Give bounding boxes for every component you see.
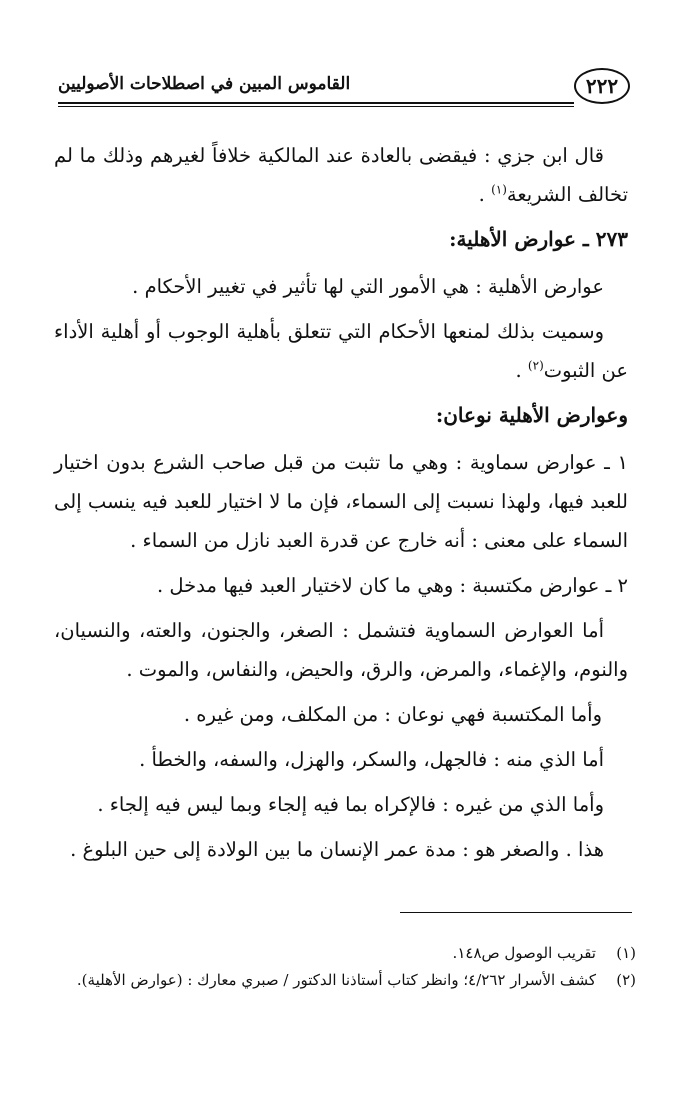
footnote-separator [400, 912, 632, 913]
footnote-1 [54, 940, 636, 967]
page-number: ٢٢٢ [585, 74, 619, 98]
paragraph-heavenly-list: أما العوارض السماوية فتشمل : الصغر، والجنون، والعته، والنسيان، والنوم، والإغماء، والمرض، والرق، والحيض، والنفاس، والموت . [54, 619, 628, 681]
footnotes [54, 940, 636, 994]
subsection-heading: وعوارض الأهلية نوعان: [435, 403, 628, 427]
list-item-acquired: ٢ ـ عوارض مكتسبة : وهي ما كان لاختيار العبد فيها مدخل . [156, 574, 628, 597]
footnote-ref[interactable]: (٢) [527, 358, 544, 373]
paragraph-definition: عوارض الأهلية : هي الأمور التي لها تأثير في تغيير الأحكام . [132, 275, 604, 298]
paragraph-from-self: أما الذي منه : فالجهل، والسكر، والهزل، والسفه، والخطأ . [139, 748, 604, 771]
header-rule-thin [58, 106, 574, 107]
footnote-text: كشف الأسرار ٤/٢٦٢؛ وانظر كتاب أستاذنا الدكتور / صبري معارك : (عوارض الأهلية). [76, 971, 596, 989]
paragraph-ibn-juzay [54, 136, 628, 214]
footnote-number: (٢) [616, 971, 636, 989]
paragraph-from-other: وأما الذي من غيره : فالإكراه بما فيه إلجاء وبما ليس فيه إلجاء . [97, 793, 604, 816]
footnote-2 [54, 967, 636, 994]
main-text [54, 136, 628, 875]
page-header [58, 64, 630, 114]
paragraph-end: . [515, 359, 522, 382]
footnote-number: (١) [616, 944, 636, 962]
paragraph-naming [54, 312, 628, 390]
paragraph-end: . [478, 183, 485, 206]
running-title: القاموس المبين في اصطلاحات الأصوليين [58, 74, 351, 94]
footnote-text: تقريب الوصول ص١٤٨. [452, 944, 596, 962]
section-heading: ٢٧٣ ـ عوارض الأهلية: [449, 227, 628, 251]
paragraph-minority: هذا . والصغر هو : مدة عمر الإنسان ما بين الولادة إلى حين البلوغ . [70, 838, 604, 861]
paragraph-text: وسميت بذلك لمنعها الأحكام التي تتعلق بأهلية الوجوب أو أهلية الأداء عن الثبوت [54, 320, 628, 382]
paragraph-text: قال ابن جزي : فيقضى بالعادة عند المالكية خلافاً لغيرهم وذلك ما لم تخالف الشريعة [54, 144, 628, 206]
header-rule [58, 102, 574, 104]
paragraph-acquired-types: وأما المكتسبة فهي نوعان : من المكلف، ومن غيره . [183, 703, 602, 726]
footnote-ref[interactable]: (١) [491, 182, 507, 197]
page-number-badge [574, 68, 630, 104]
list-item-heavenly: ١ ـ عوارض سماوية : وهي ما تثبت من قبل صاحب الشرع بدون اختيار للعبد فيها، ولهذا نسبت إلى السماء، فإن ما لا اختيار للعبد فيه ينسب إلى السماء على معنى : أنه خارج عن قدرة العبد نازل من السماء . [54, 451, 628, 552]
